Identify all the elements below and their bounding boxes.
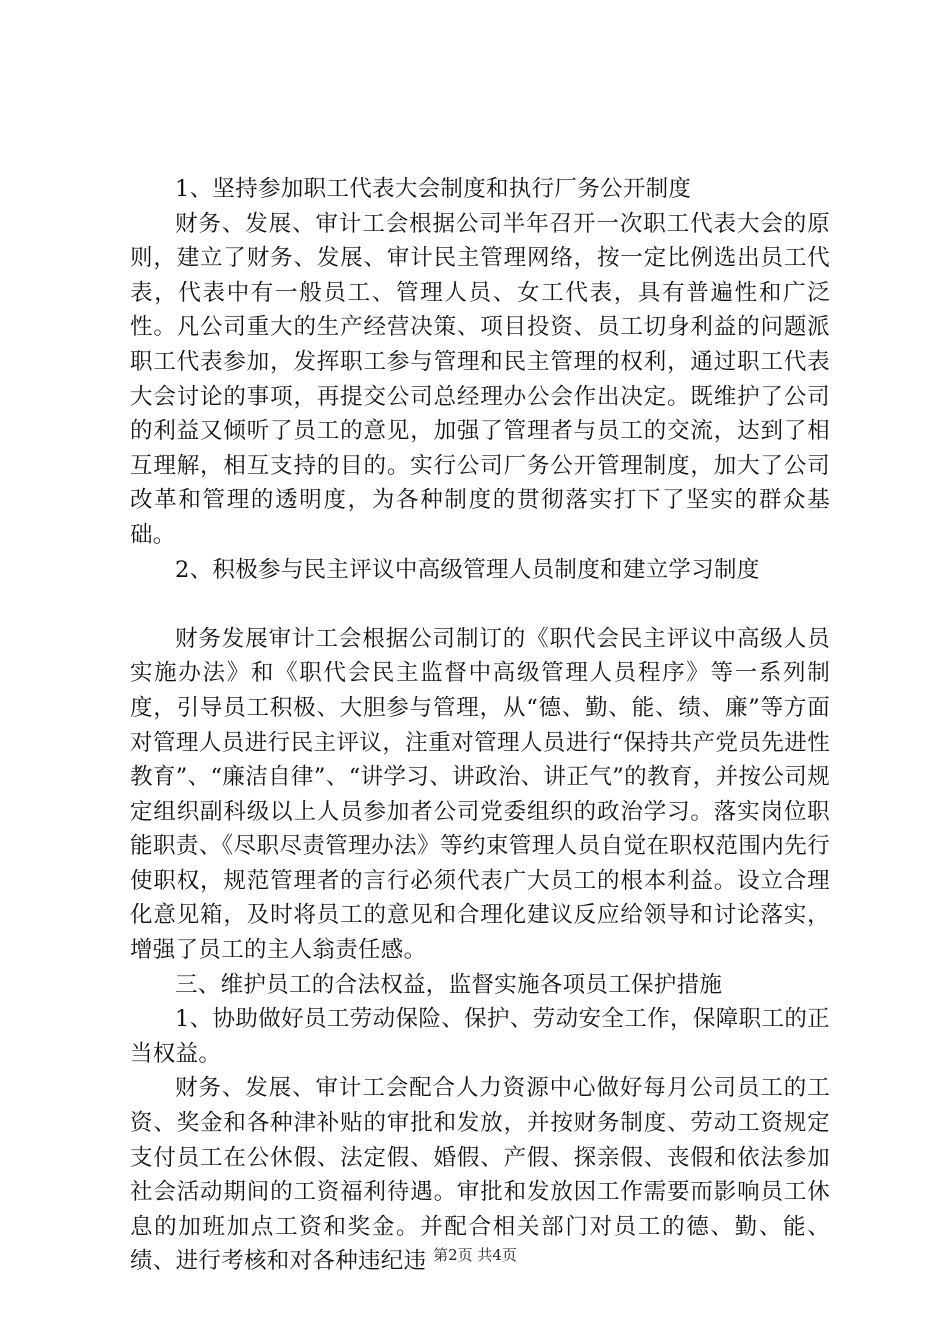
paragraph-wages-benefits: 财务、发展、审计工会配合人力资源中心做好每月公司员工的工资、奖金和各种津补贴的审批和发放，并按财务制度、劳动工资规定支付员工在公休假、法定假、婚假、产假、探亲假、丧假和依法参加社会活动期间的工资福利待遇。审批和发放因工作需要而影响员工休息的加班加点工资和奖金。并配合相关部门对员工的德、勤、能、绩、进行考核和对各种违纪违 — [130, 1075, 830, 1275]
heading-item-1: 1、坚持参加职工代表大会制度和执行厂务公开制度 — [175, 176, 692, 202]
paragraph-workers-congress: 财务、发展、审计工会根据公司半年召开一次职工代表大会的原则，建立了财务、发展、审计民主管理网络，按一定比例选出员工代表，代表中有一般员工、管理人员、女工代表，具有普遍性和广泛性。凡公司重大的生产经营决策、项目投资、员工切身利益的问题派职工代表参加，发挥职工参与管理和民主管理的权利，通过职工代表大会讨论的事项，再提交公司总经理办公会作出决定。既维护了公司的利益又倾听了员工的意见，加强了管理者与员工的交流，达到了相互理解，相互支持的目的。实行公司厂务公开管理制度，加大了公司改革和管理的透明度，为各种制度的贯彻落实打下了坚实的群众基础。 — [130, 210, 830, 548]
blank-line — [130, 587, 830, 622]
page-footer: 第2页 共4页 — [433, 1246, 517, 1264]
heading-item-3-1: 1、协助做好员工劳动保险、保护、劳动安全工作，保障职工的正当权益。 — [130, 1006, 830, 1067]
paragraph-democratic-review: 财务发展审计工会根据公司制订的《职代会民主评议中高级人员实施办法》和《职代会民主监督中高级管理人员程序》等一系列制度，引导员工积极、大胆参与管理，从“德、勤、能、绩、廉”等方面对管理人员进行民主评议，注重对管理人员进行“保持共产党员先进性教育”、“廉洁自律”、“讲学习、讲政治、讲正气”的教育，并按公司规定组织副科级以上人员参加者公司党委组织的政治学习。落实岗位职能职责、《尽职尽责管理办法》等约束管理人员自觉在职权范围内先行使职权，规范管理者的言行必须代表广大员工的根本利益。设立合理化意见箱，及时将员工的意见和合理化建议反应给领导和讨论落实，增强了员工的主人翁责任感。 — [130, 625, 830, 964]
heading-item-2: 2、积极参与民主评议中高级管理人员制度和建立学习制度 — [175, 556, 760, 583]
heading-section-3: 三、维护员工的合法权益，监督实施各项员工保护措施 — [175, 971, 723, 998]
document-body — [130, 172, 830, 1279]
